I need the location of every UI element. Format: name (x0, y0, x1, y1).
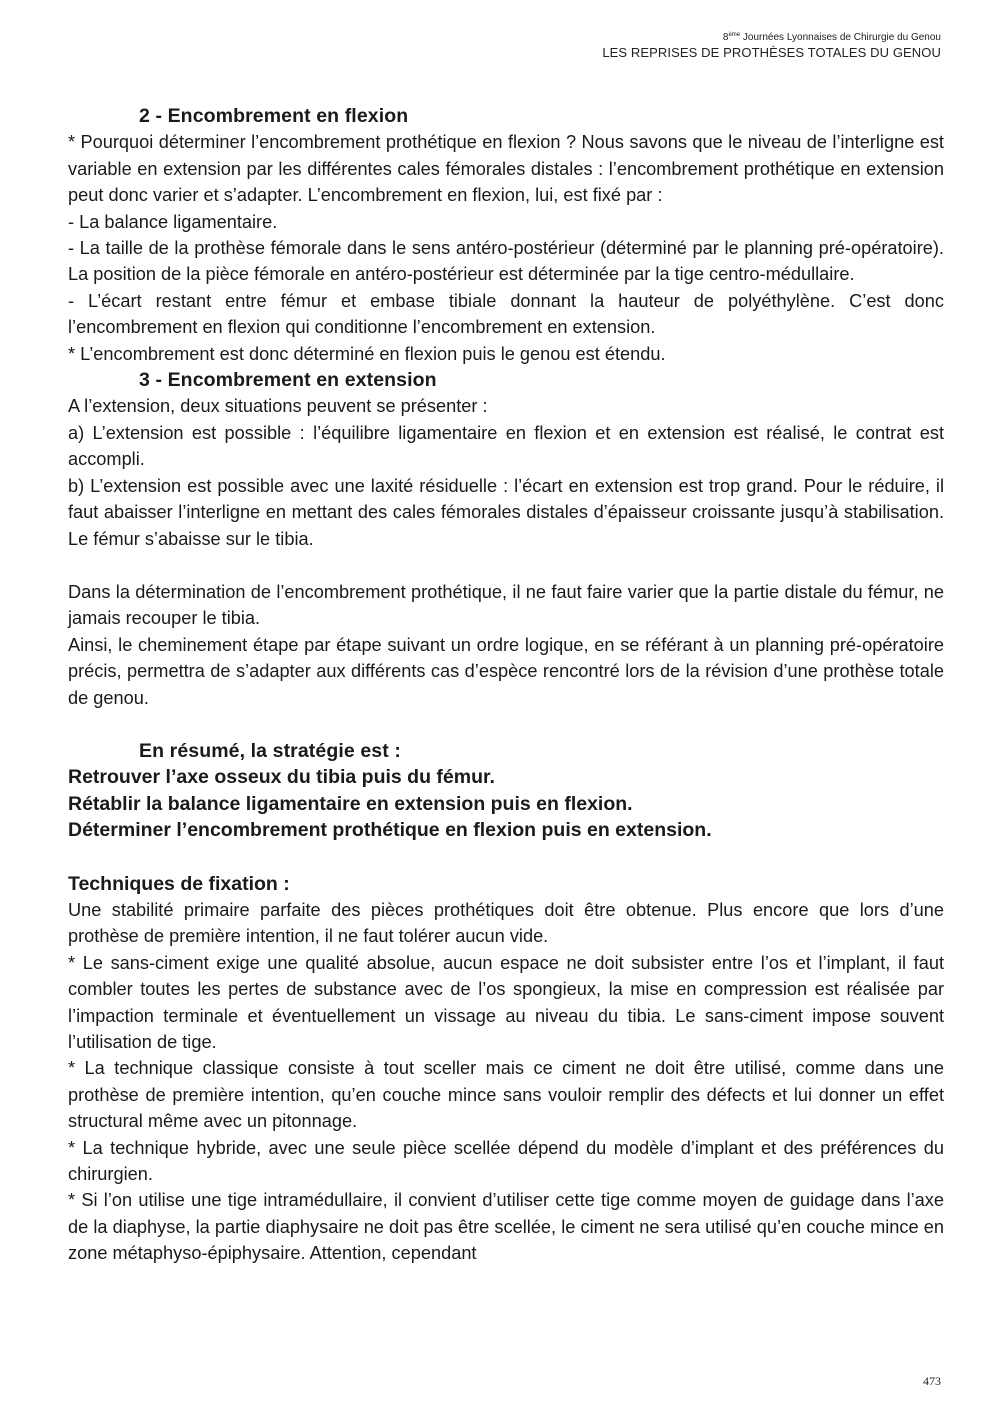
list-item: - L’écart restant entre fémur et embase tibiale donnant la hauteur de polyéthylène. C’est donc l’encombrement en flexion qui conditionne l’encombrement en extension. (68, 290, 944, 338)
list-item: - La balance ligamentaire. (68, 211, 278, 232)
section-heading-flexion: 2 - Encombrement en flexion (139, 105, 409, 127)
paragraph: * La technique classique consiste à tout sceller mais ce ciment ne doit être utilisé, comme dans une prothèse de première intention, qu’en couche mince sans vouloir remplir des défects et lui donner un effet structural même avec un pitonnage. (68, 1058, 944, 1132)
paragraph: * Le sans-ciment exige une qualité absolue, aucun espace ne doit subsister entre l’os et l’implant, il faut combler toutes les pertes de substance avec de l’os spongieux, la mise en compression est réalisée par l’impaction terminale et éventuellement un vissage au niveau du tibia. Le sans-ciment impose souvent l’utilisation de tige. (68, 952, 944, 1052)
paragraph: A l’extension, deux situations peuvent se présenter : (68, 396, 488, 417)
running-header (602, 28, 941, 61)
book-title: LES REPRISES DE PROTHÈSES TOTALES DU GENOU (602, 45, 941, 60)
summary-line: Rétablir la balance ligamentaire en extension puis en flexion. (68, 792, 633, 815)
spacer (68, 711, 944, 738)
fixation-heading: Techniques de fixation : (68, 872, 290, 895)
paragraph: * La technique hybride, avec une seule pièce scellée dépend du modèle d’implant et des préférences du chirurgien. (68, 1137, 944, 1185)
list-item: - La taille de la prothèse fémorale dans le sens antéro-postérieur (déterminé par le planning pré-opératoire). La position de la pièce fémorale en antéro-postérieur est déterminée par la tige centro-médullaire. (68, 238, 944, 285)
summary-line: Retrouver l’axe osseux du tibia puis du fémur. (68, 766, 495, 789)
paragraph: Ainsi, le cheminement étape par étape suivant un ordre logique, en se référant à un planning pré-opératoire précis, permettra de s’adapter aux différents cas d’espèce rencontré lors de la révision d’une prothèse totale de genou. (68, 634, 944, 708)
summary-heading: En résumé, la stratégie est : (139, 739, 401, 762)
page-number: 473 (923, 1374, 941, 1388)
paragraph: Une stabilité primaire parfaite des pièces prothétiques doit être obtenue. Plus encore que lors d’une prothèse de première intention, il ne faut tolérer aucun vide. (68, 899, 944, 947)
summary-line: Déterminer l’encombrement prothétique en flexion puis en extension. (68, 819, 712, 842)
conference-title: 8ème Journées Lyonnaises de Chirurgie du Genou (722, 32, 941, 43)
body-text (68, 103, 944, 1267)
paragraph: * Si l’on utilise une tige intramédullaire, il convient d’utiliser cette tige comme moyen de guidage dans l’axe de la diaphyse, la partie diaphysaire ne doit pas être scellée, le ciment ne sera utilisé qu’en couche mince en zone métaphyso-épiphysaire. Attention, cependant (68, 1190, 944, 1264)
spacer (68, 844, 944, 871)
paragraph: * Pourquoi déterminer l’encombrement prothétique en flexion ? Nous savons que le niveau de l’interligne est variable en extension par les différentes cales fémorales distales : l’encombrement prothétique en extension peut donc varier et s’adapter. L’encombrement en flexion, lui, est fixé par : (68, 132, 944, 206)
paragraph: Dans la détermination de l’encombrement prothétique, il ne faut faire varier que la partie distale du fémur, ne jamais recouper le tibia. (68, 581, 944, 629)
list-item: b) L’extension est possible avec une laxité résiduelle : l’écart en extension est trop grand. Pour le réduire, il faut abaisser l’interligne en mettant des cales fémorales distales d’épaisseur croissante jusqu’à stabilisation. Le fémur s’abaisse sur le tibia. (68, 475, 944, 549)
section-heading-extension: 3 - Encombrement en extension (139, 369, 437, 392)
paragraph: * L’encombrement est donc déterminé en flexion puis le genou est étendu. (68, 343, 666, 364)
spacer (68, 552, 944, 579)
list-item: a) L’extension est possible : l’équilibre ligamentaire en flexion et en extension est réalisé, le contrat est accompli. (68, 422, 944, 470)
